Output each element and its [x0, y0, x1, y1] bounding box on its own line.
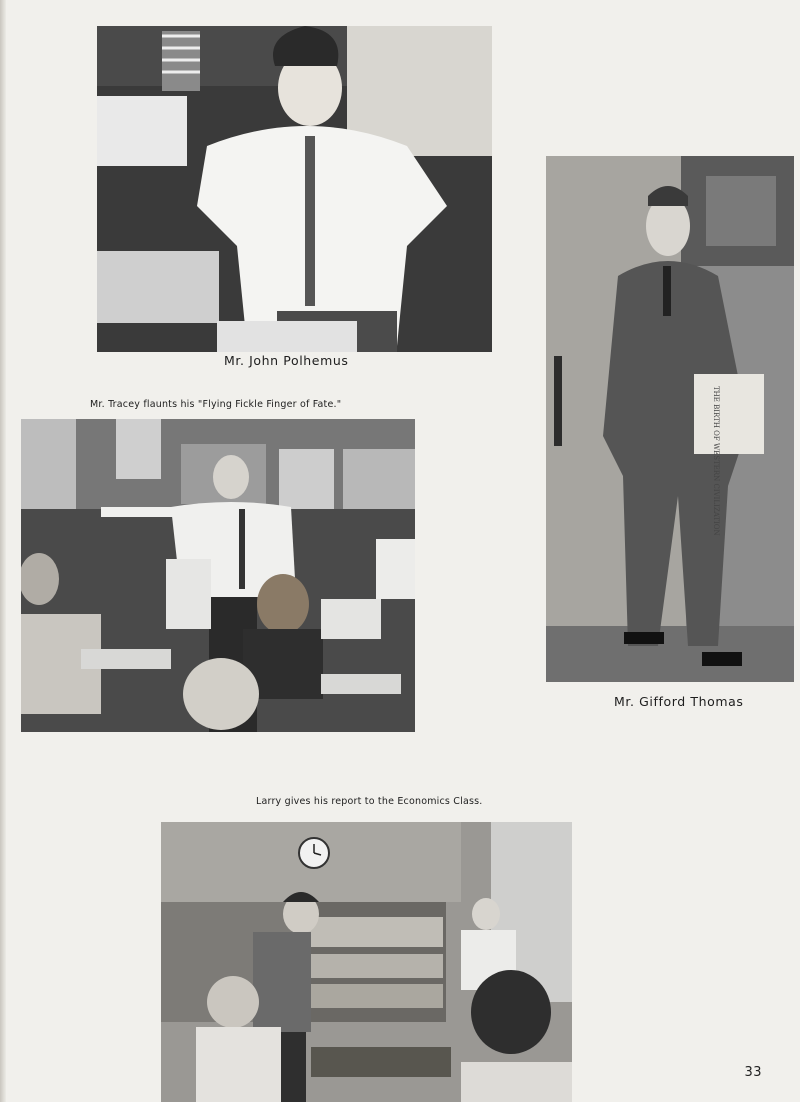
caption-tracey: Mr. Tracey flaunts his "Flying Fickle Finger of Fate." [90, 399, 342, 410]
photo-gifford-thomas [546, 156, 794, 682]
caption-gifford-thomas: Mr. Gifford Thomas [614, 694, 744, 709]
page-number: 33 [744, 1065, 762, 1080]
caption-economics-class: Larry gives his report to the Economics Class. [256, 796, 483, 807]
book-title-text: THE BIRTH OF WESTERN CIVILIZATION [712, 386, 720, 536]
caption-polhemus: Mr. John Polhemus [224, 353, 349, 368]
photo-john-polhemus [97, 26, 492, 352]
photo-economics-class [161, 822, 572, 1102]
page-edge [0, 0, 6, 1102]
photo-mr-tracey-class [21, 419, 415, 732]
